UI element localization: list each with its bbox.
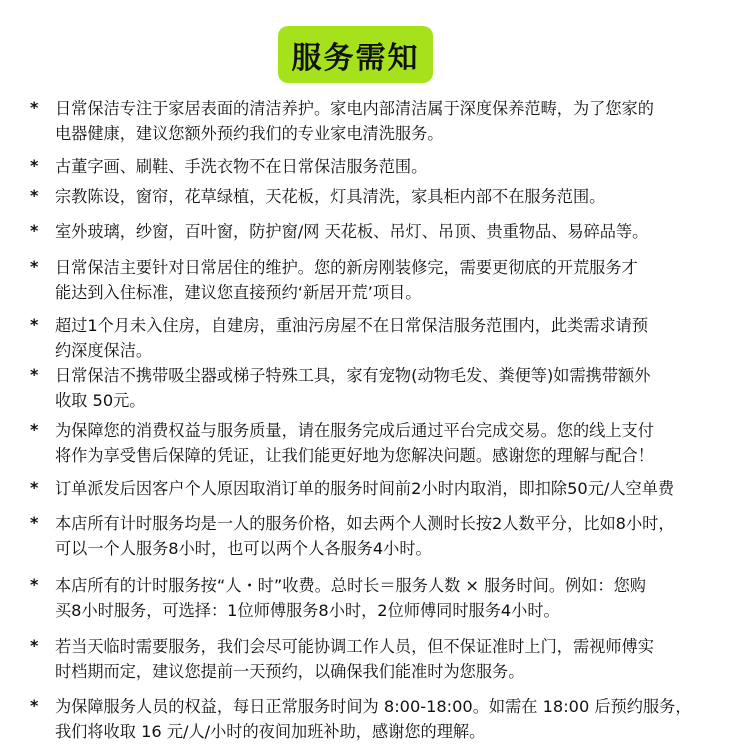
bullet-icon: *: [30, 221, 39, 240]
notice-text: [55, 573, 735, 623]
title-badge: [278, 26, 433, 83]
bullet-icon: *: [30, 365, 39, 384]
notice-line: 日常保洁不携带吸尘器或梯子特殊工具，家有宠物(动物毛发、粪便等)如需携带额外: [55, 366, 651, 385]
notice-line: 为保障您的消费权益与服务质量，请在服务完成后通过平台完成交易。您的线上支付: [55, 421, 654, 440]
notice-line: 买8小时服务，可选择：1位师傅服务8小时，2位师傅同时服务4小时。: [55, 601, 560, 620]
notice-text: [55, 154, 735, 179]
notice-line: 电器健康，建议您额外预约我们的专业家电清洗服务。: [55, 124, 444, 143]
notice-text: [55, 219, 735, 244]
notice-line: 将作为享受售后保障的凭证，让我们能更好地为您解决问题。感谢您的理解与配合！: [55, 446, 654, 465]
notice-line: 超过1个月未入住房，自建房，重油污房屋不在日常保洁服务范围内，此类需求请预: [55, 316, 649, 335]
notice-text: [55, 363, 735, 413]
notice-text: [55, 694, 735, 744]
notice-line: 日常保洁主要针对日常居住的维护。您的新房刚装修完，需要更彻底的开荒服务才: [55, 258, 638, 277]
notice-line: 我们将收取 16 元/人/小时的夜间加班补助，感谢您的理解。: [55, 722, 486, 741]
notice-line: 本店所有的计时服务按“人・时”收费。总时长＝服务人数 × 服务时间。例如：您购: [55, 576, 646, 595]
notice-line: 能达到入住标准，建议您直接预约‘新居开荒’项目。: [55, 283, 422, 302]
bullet-icon: *: [30, 513, 39, 532]
bullet-icon: *: [30, 420, 39, 439]
bullet-icon: *: [30, 98, 39, 117]
notice-line: 宗教陈设，窗帘，花草绿植，天花板，灯具清洗，家具柜内部不在服务范围。: [55, 187, 606, 206]
notice-line: 约深度保洁。: [55, 341, 153, 360]
notice-line: 本店所有计时服务均是一人的服务价格，如去两个人测时长按2人数平分，比如8小时，: [55, 514, 675, 533]
bullet-icon: *: [30, 315, 39, 334]
notice-text: [55, 418, 735, 468]
notice-line: 时档期而定，建议您提前一天预约，以确保我们能准时为您服务。: [55, 662, 525, 681]
page-title: 服务需知: [291, 40, 420, 76]
notice-text: [55, 184, 735, 209]
notice-text: [55, 255, 735, 305]
bullet-icon: *: [30, 156, 39, 175]
notice-line: 室外玻璃，纱窗，百叶窗，防护窗/网 天花板、吊灯、吊顶、贵重物品、易碎品等。: [55, 222, 649, 241]
notice-text: [55, 476, 735, 501]
bullet-icon: *: [30, 575, 39, 594]
notice-text: [55, 96, 735, 146]
bullet-icon: *: [30, 636, 39, 655]
notice-text: [55, 313, 735, 363]
bullet-icon: *: [30, 186, 39, 205]
notice-line: 收取 50元。: [55, 391, 146, 410]
notice-line: 订单派发后因客户个人原因取消订单的服务时间前2小时内取消，即扣除50元/人空单费: [55, 479, 675, 498]
bullet-icon: *: [30, 478, 39, 497]
bullet-icon: *: [30, 257, 39, 276]
notice-line: 古董字画、刷鞋、手洗衣物不在日常保洁服务范围。: [55, 157, 428, 176]
notice-line: 日常保洁专注于家居表面的清洁养护。家电内部清洁属于深度保养范畴，为了您家的: [55, 99, 654, 118]
notice-text: [55, 511, 735, 561]
notice-line: 若当天临时需要服务，我们会尽可能协调工作人员，但不保证准时上门，需视师傅实: [55, 637, 654, 656]
notice-line: 为保障服务人员的权益，每日正常服务时间为 8:00-18:00。如需在 18:00 后预约服务，: [55, 697, 692, 716]
bullet-icon: *: [30, 696, 39, 715]
notice-text: [55, 634, 735, 684]
notice-line: 可以一个人服务8小时，也可以两个人各服务4小时。: [55, 539, 432, 558]
